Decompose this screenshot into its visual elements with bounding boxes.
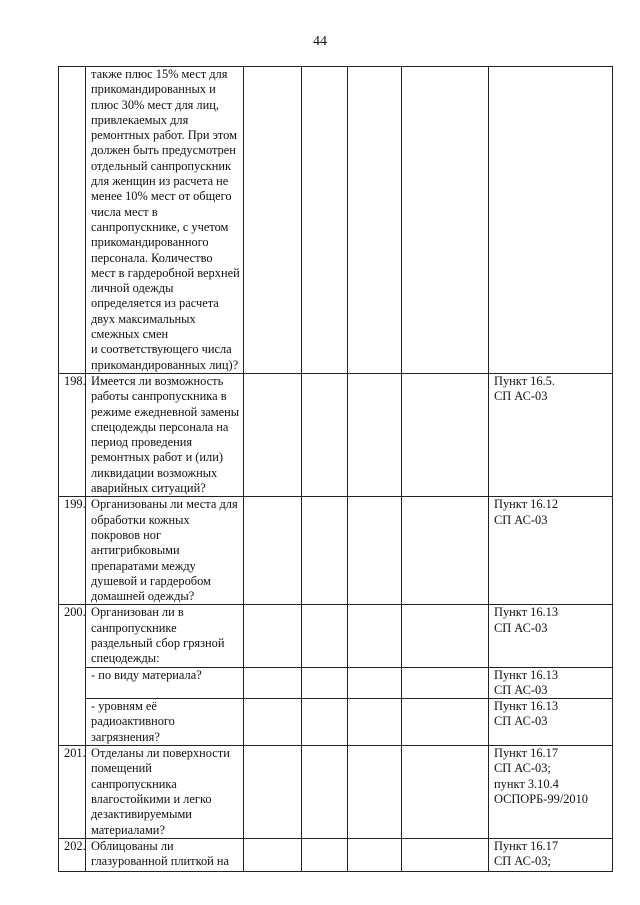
empty-cell (244, 746, 302, 839)
row-number-cell (59, 67, 86, 374)
question-cell: также плюс 15% мест для прикомандированных и плюс 30% мест для лиц, привлекаемых для ремонтных работ. При этом должен быть предусмотрен отдельный санпропускник для женщин из расчета не менее 10% мест от общего числа мест в санпропускнике, с учетом прикомандированного персонала. Количество мест в гардеробной верхней личной одежды определяется из расчета двух максимальных смежных смен и соответствующего числа прикомандированных лиц)? (86, 67, 244, 374)
table-row (59, 605, 613, 667)
empty-cell (348, 497, 402, 605)
empty-cell (244, 67, 302, 374)
question-cell: Организован ли в санпропускнике раздельный сбор грязной спецодежды: (86, 605, 244, 667)
reference-cell: Пункт 16.5. СП АС-03 (489, 373, 613, 496)
empty-cell (302, 67, 348, 374)
empty-cell (348, 838, 402, 871)
table-row (59, 67, 613, 374)
row-number-cell: 202. (59, 838, 86, 871)
row-number-cell: 200. (59, 605, 86, 746)
empty-cell (402, 699, 489, 746)
empty-cell (244, 497, 302, 605)
empty-cell (302, 699, 348, 746)
table-row (59, 667, 613, 699)
reference-cell (489, 67, 613, 374)
table-row (59, 373, 613, 496)
row-number-cell: 201. (59, 746, 86, 839)
reference-cell: Пункт 16.17 СП АС-03; (489, 838, 613, 871)
reference-cell: Пункт 16.13 СП АС-03 (489, 667, 613, 699)
table-row (59, 838, 613, 871)
table-row (59, 746, 613, 839)
empty-cell (244, 667, 302, 699)
reference-cell: Пункт 16.12 СП АС-03 (489, 497, 613, 605)
empty-cell (348, 373, 402, 496)
reference-cell: Пункт 16.13 СП АС-03 (489, 605, 613, 667)
empty-cell (402, 67, 489, 374)
empty-cell (244, 373, 302, 496)
empty-cell (302, 373, 348, 496)
empty-cell (244, 605, 302, 667)
empty-cell (244, 838, 302, 871)
empty-cell (302, 667, 348, 699)
empty-cell (302, 497, 348, 605)
empty-cell (402, 667, 489, 699)
empty-cell (402, 746, 489, 839)
question-cell: Имеется ли возможность работы санпропускника в режиме ежедневной замены спецодежды персонала на период проведения ремонтных работ и (или) ликвидации возможных аварийных ситуаций? (86, 373, 244, 496)
empty-cell (302, 605, 348, 667)
empty-cell (402, 373, 489, 496)
reference-cell: Пункт 16.17 СП АС-03; пункт 3.10.4 ОСПОРБ-99/2010 (489, 746, 613, 839)
table-row (59, 699, 613, 746)
page-number: 44 (313, 34, 327, 49)
question-cell: - уровням её радиоактивного загрязнения? (86, 699, 244, 746)
empty-cell (302, 746, 348, 839)
empty-cell (348, 746, 402, 839)
empty-cell (348, 667, 402, 699)
empty-cell (402, 605, 489, 667)
row-number-cell: 199. (59, 497, 86, 605)
empty-cell (244, 699, 302, 746)
question-cell: Организованы ли места для обработки кожных покровов ног антигрибковыми препаратами между душевой и гардеробом домашней одежды? (86, 497, 244, 605)
empty-cell (302, 838, 348, 871)
empty-cell (348, 699, 402, 746)
empty-cell (348, 605, 402, 667)
question-cell: - по виду материала? (86, 667, 244, 699)
row-number-cell: 198. (59, 373, 86, 496)
table-row (59, 497, 613, 605)
reference-cell: Пункт 16.13 СП АС-03 (489, 699, 613, 746)
checklist-table (58, 66, 613, 872)
empty-cell (402, 497, 489, 605)
question-cell: Отделаны ли поверхности помещений санпропускника влагостойкими и легко дезактивируемыми материалами? (86, 746, 244, 839)
empty-cell (402, 838, 489, 871)
question-cell: Облицованы ли глазурованной плиткой на (86, 838, 244, 871)
empty-cell (348, 67, 402, 374)
